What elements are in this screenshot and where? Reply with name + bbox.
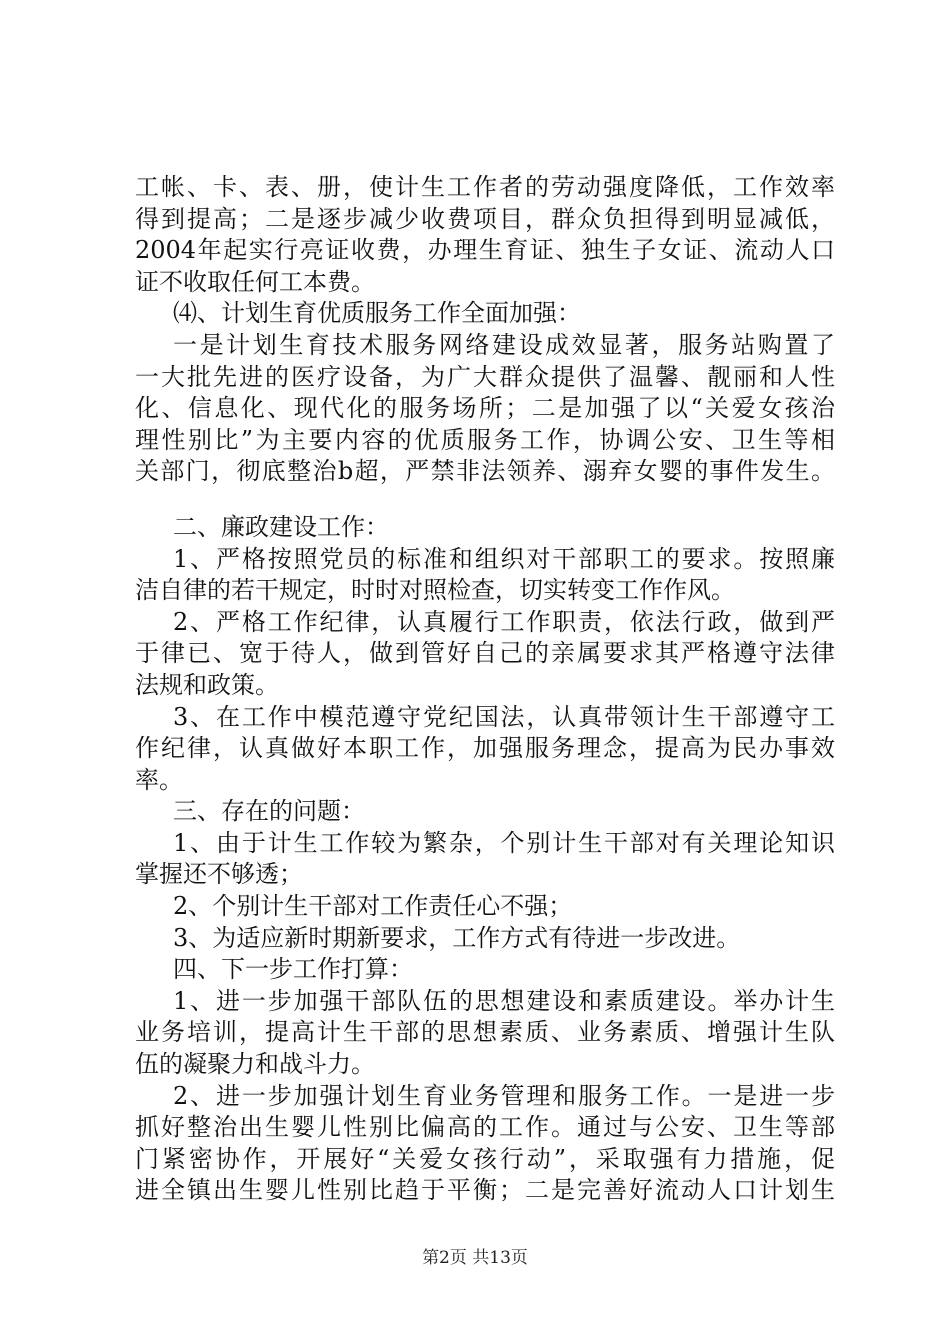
- text-line: 伍的凝聚力和战斗力。: [135, 1050, 375, 1079]
- text-line: 于律已、宽于待人，做到管好自己的亲属要求其严格遵守法律: [135, 639, 835, 668]
- text-line: 掌握还不够透；: [135, 860, 303, 889]
- text-line: 率。: [135, 765, 183, 794]
- section-heading: 二、廉政建设工作：: [173, 512, 389, 541]
- text-line: 业务培训，提高计生干部的思想素质、业务素质、增强计生队: [135, 1018, 835, 1047]
- document-body: [135, 172, 835, 1207]
- text-line: 2、进一步加强计划生育业务管理和服务工作。一是进一步: [173, 1081, 835, 1110]
- text-line: 1、由于计生工作较为繁杂，个别计生干部对有关理论知识: [173, 828, 835, 857]
- text-line: 洁自律的若干规定，时时对照检查，切实转变工作作风。: [135, 576, 735, 605]
- text-line: 抓好整治出生婴儿性别比偏高的工作。通过与公安、卫生等部: [135, 1113, 835, 1142]
- text-line: 理性别比”为主要内容的优质服务工作，协调公安、卫生等相: [135, 425, 835, 454]
- paragraph-gap: [135, 488, 835, 512]
- text-line: 1、进一步加强干部队伍的思想建设和素质建设。举办计生: [173, 986, 835, 1015]
- text-line: 证不收取任何工本费。: [135, 267, 375, 296]
- text-line: 得到提高；二是逐步减少收费项目，群众负担得到明显减低，: [135, 204, 835, 233]
- text-line: 法规和政策。: [135, 670, 279, 699]
- text-line: 门紧密协作，开展好“关爱女孩行动”，采取强有力措施，促: [135, 1144, 835, 1173]
- text-line: 作纪律，认真做好本职工作，加强服务理念，提高为民办事效: [135, 734, 835, 763]
- text-line: 进全镇出生婴儿性别比趋于平衡；二是完善好流动人口计划生: [135, 1176, 835, 1205]
- section-heading: 三、存在的问题：: [173, 797, 365, 826]
- text-line: 化、信息化、现代化的服务场所；二是加强了以“关爱女孩治: [135, 394, 835, 423]
- text-line: 2、严格工作纪律，认真履行工作职责，依法行政，做到严: [173, 607, 835, 636]
- section-heading: ⑷、计划生育优质服务工作全面加强：: [173, 299, 581, 328]
- page-number-footer: 第2页 共13页: [422, 1248, 528, 1268]
- text-line: 3、在工作中模范遵守党纪国法，认真带领计生干部遵守工: [173, 702, 835, 731]
- text-line: 1、严格按照党员的标准和组织对干部职工的要求。按照廉: [173, 544, 835, 573]
- text-line: 一是计划生育技术服务网络建设成效显著，服务站购置了: [173, 330, 835, 359]
- text-line: 2、个别计生干部对工作责任心不强；: [173, 892, 573, 921]
- text-line: 工帐、卡、表、册，使计生工作者的劳动强度降低，工作效率: [135, 173, 835, 201]
- text-line: 3、为适应新时期新要求，工作方式有待进一步改进。: [173, 923, 741, 952]
- text-line: 一大批先进的医疗设备，为广大群众提供了温馨、靓丽和人性: [135, 362, 835, 391]
- section-heading: 四、下一步工作打算：: [173, 955, 413, 984]
- text-line: 关部门，彻底整治b超，严禁非法领养、溺弃女婴的事件发生。: [135, 457, 835, 486]
- text-line: 2004年起实行亮证收费，办理生育证、独生子女证、流动人口: [135, 236, 835, 265]
